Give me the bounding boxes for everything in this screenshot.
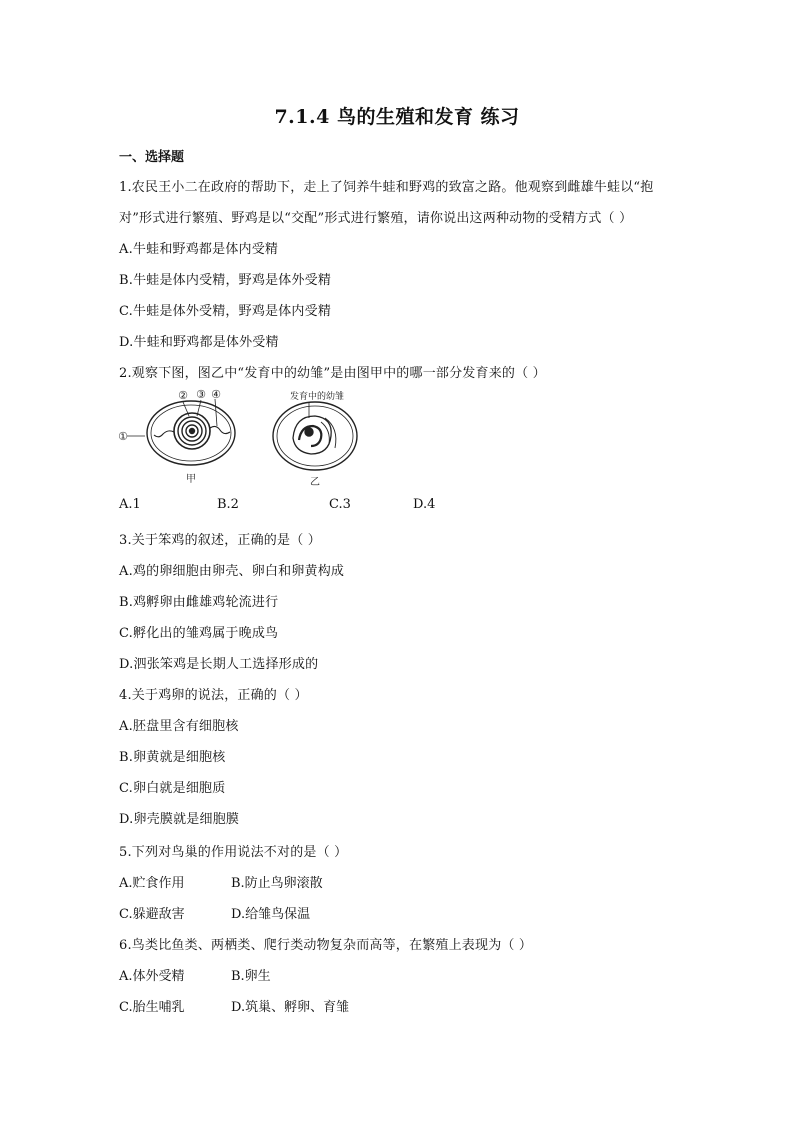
egg-diagram-figure — [117, 388, 362, 488]
question-6-stem: 6.鸟类比鱼类、两栖类、爬行类动物复杂而高等，在繁殖上表现为（ ） — [119, 938, 533, 953]
question-6-option-c: C.胎生哺乳 — [119, 1000, 185, 1015]
page-title: 7.1.4 鸟的生殖和发育 练习 — [274, 106, 520, 128]
question-6-option-a: A.体外受精 — [119, 969, 185, 984]
section-heading: 一、选择题 — [119, 150, 185, 165]
question-1-stem-line-1: 1.农民王小二在政府的帮助下，走上了饲养牛蛙和野鸡的致富之路。他观察到雌雄牛蛙以“抱 — [119, 180, 654, 195]
figure-caption-yi: 乙 — [310, 477, 320, 488]
question-3-stem: 3.关于笨鸡的叙述，正确的是（ ） — [119, 533, 321, 548]
egg-diagram — [117, 388, 362, 488]
question-3-option-a: A.鸡的卵细胞由卵壳、卵白和卵黄构成 — [119, 564, 345, 579]
question-5-option-d: D.给雏鸟保温 — [231, 907, 311, 922]
question-1-option-a: A.牛蛙和野鸡都是体内受精 — [119, 242, 279, 257]
question-5-option-c: C.躲避敌害 — [119, 907, 185, 922]
question-6-option-d: D.筑巢、孵卵、育雏 — [231, 1000, 350, 1015]
question-4-option-d: D.卵壳膜就是细胞膜 — [119, 812, 240, 827]
figure-label-1: ① — [118, 430, 128, 443]
egg-jia-drawing — [127, 399, 235, 465]
question-3-option-c: C.孵化出的雏鸡属于晚成鸟 — [119, 626, 279, 641]
question-2-stem: 2.观察下图，图乙中“发育中的幼雏”是由图甲中的哪一部分发育来的（ ） — [119, 366, 546, 381]
question-1-option-c: C.牛蛙是体外受精，野鸡是体内受精 — [119, 304, 332, 319]
question-1-option-d: D.牛蛙和野鸡都是体外受精 — [119, 335, 279, 350]
question-5-stem: 5.下列对鸟巢的作用说法不对的是（ ） — [119, 845, 348, 860]
egg-yi-drawing — [273, 402, 357, 470]
figure-caption-jia: 甲 — [186, 474, 196, 485]
question-5-option-b: B.防止鸟卵滚散 — [231, 876, 323, 891]
question-4-stem: 4.关于鸡卵的说法，正确的（ ） — [119, 688, 308, 703]
question-1-option-b: B.牛蛙是体内受精，野鸡是体外受精 — [119, 273, 332, 288]
figure-label-2: ② — [178, 389, 188, 402]
question-5-option-a: A.贮食作用 — [119, 876, 185, 891]
question-6-option-b: B.卵生 — [231, 969, 271, 984]
question-1-stem-line-2: 对”形式进行繁殖、野鸡是以“交配”形式进行繁殖，请你说出这两种动物的受精方式（ ） — [119, 211, 633, 226]
question-2-option-c: C.3 — [329, 497, 351, 512]
question-4-option-b: B.卵黄就是细胞核 — [119, 750, 226, 765]
question-2-option-d: D.4 — [413, 497, 436, 512]
figure-label-3: ③ — [196, 388, 206, 401]
question-3-option-b: B.鸡孵卵由雌雄鸡轮流进行 — [119, 595, 279, 610]
question-4-option-a: A.胚盘里含有细胞核 — [119, 719, 239, 734]
question-3-option-d: D.泗张笨鸡是长期人工选择形成的 — [119, 657, 319, 672]
question-4-option-c: C.卵白就是细胞质 — [119, 781, 226, 796]
figure-label-4: ④ — [211, 388, 221, 401]
question-2-option-b: B.2 — [217, 497, 239, 512]
figure-caption-chick: 发育中的幼雏 — [289, 392, 345, 402]
question-2-option-a: A.1 — [119, 497, 141, 512]
